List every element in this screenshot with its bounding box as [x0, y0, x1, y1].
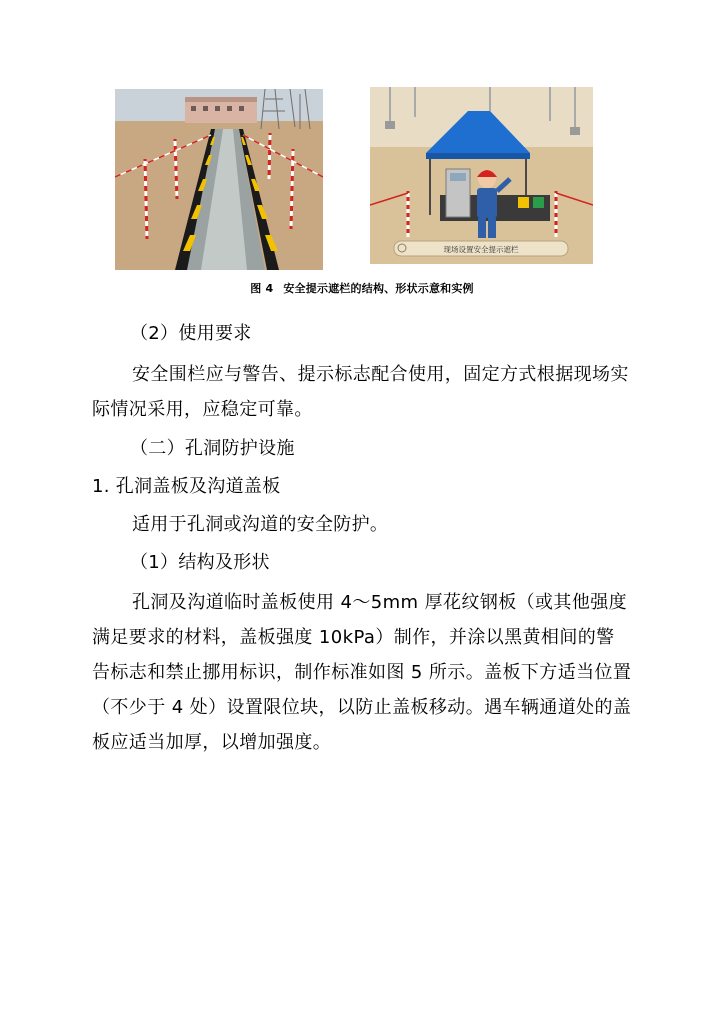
worker-under-tent-illustration	[370, 87, 593, 264]
fenced-trench-photo	[115, 89, 323, 270]
figure-caption	[0, 280, 724, 296]
worker-illustration-image	[370, 87, 593, 264]
figure-caption-label: 图 4	[250, 282, 274, 295]
structure-paragraph: 孔洞及沟道临时盖板使用 4～5mm 厚花纹钢板（或其他强度满足要求的材料，盖板强度 10kPa）制作，并涂以黑黄相间的警告标志和禁止挪用标识，制作标准如图 5 所示。盖板下方适当位置（不少于 4 处）设置限位块，以防止盖板移动。遇车辆通道处的盖板应适当加厚，以增加强度。	[92, 592, 632, 753]
illustration-banner-text: 现场设置安全提示遮栏	[443, 245, 519, 254]
use-requirements-paragraph: 安全围栏应与警告、提示标志配合使用，固定方式根据现场实际情况采用，应稳定可靠。	[92, 364, 629, 420]
hole-protection-heading: （二）孔洞防护设施	[130, 438, 295, 459]
cover-plate-subheading: 1. 孔洞盖板及沟道盖板	[92, 476, 281, 497]
figure-caption-text: 安全提示遮栏的结构、形状示意和实例	[283, 282, 474, 295]
fenced-trench-image	[115, 89, 323, 270]
structure-heading: （1）结构及形状	[130, 552, 270, 573]
applicability-text: 适用于孔洞或沟道的安全防护。	[132, 514, 389, 535]
use-requirements-heading: （2）使用要求	[130, 323, 252, 344]
